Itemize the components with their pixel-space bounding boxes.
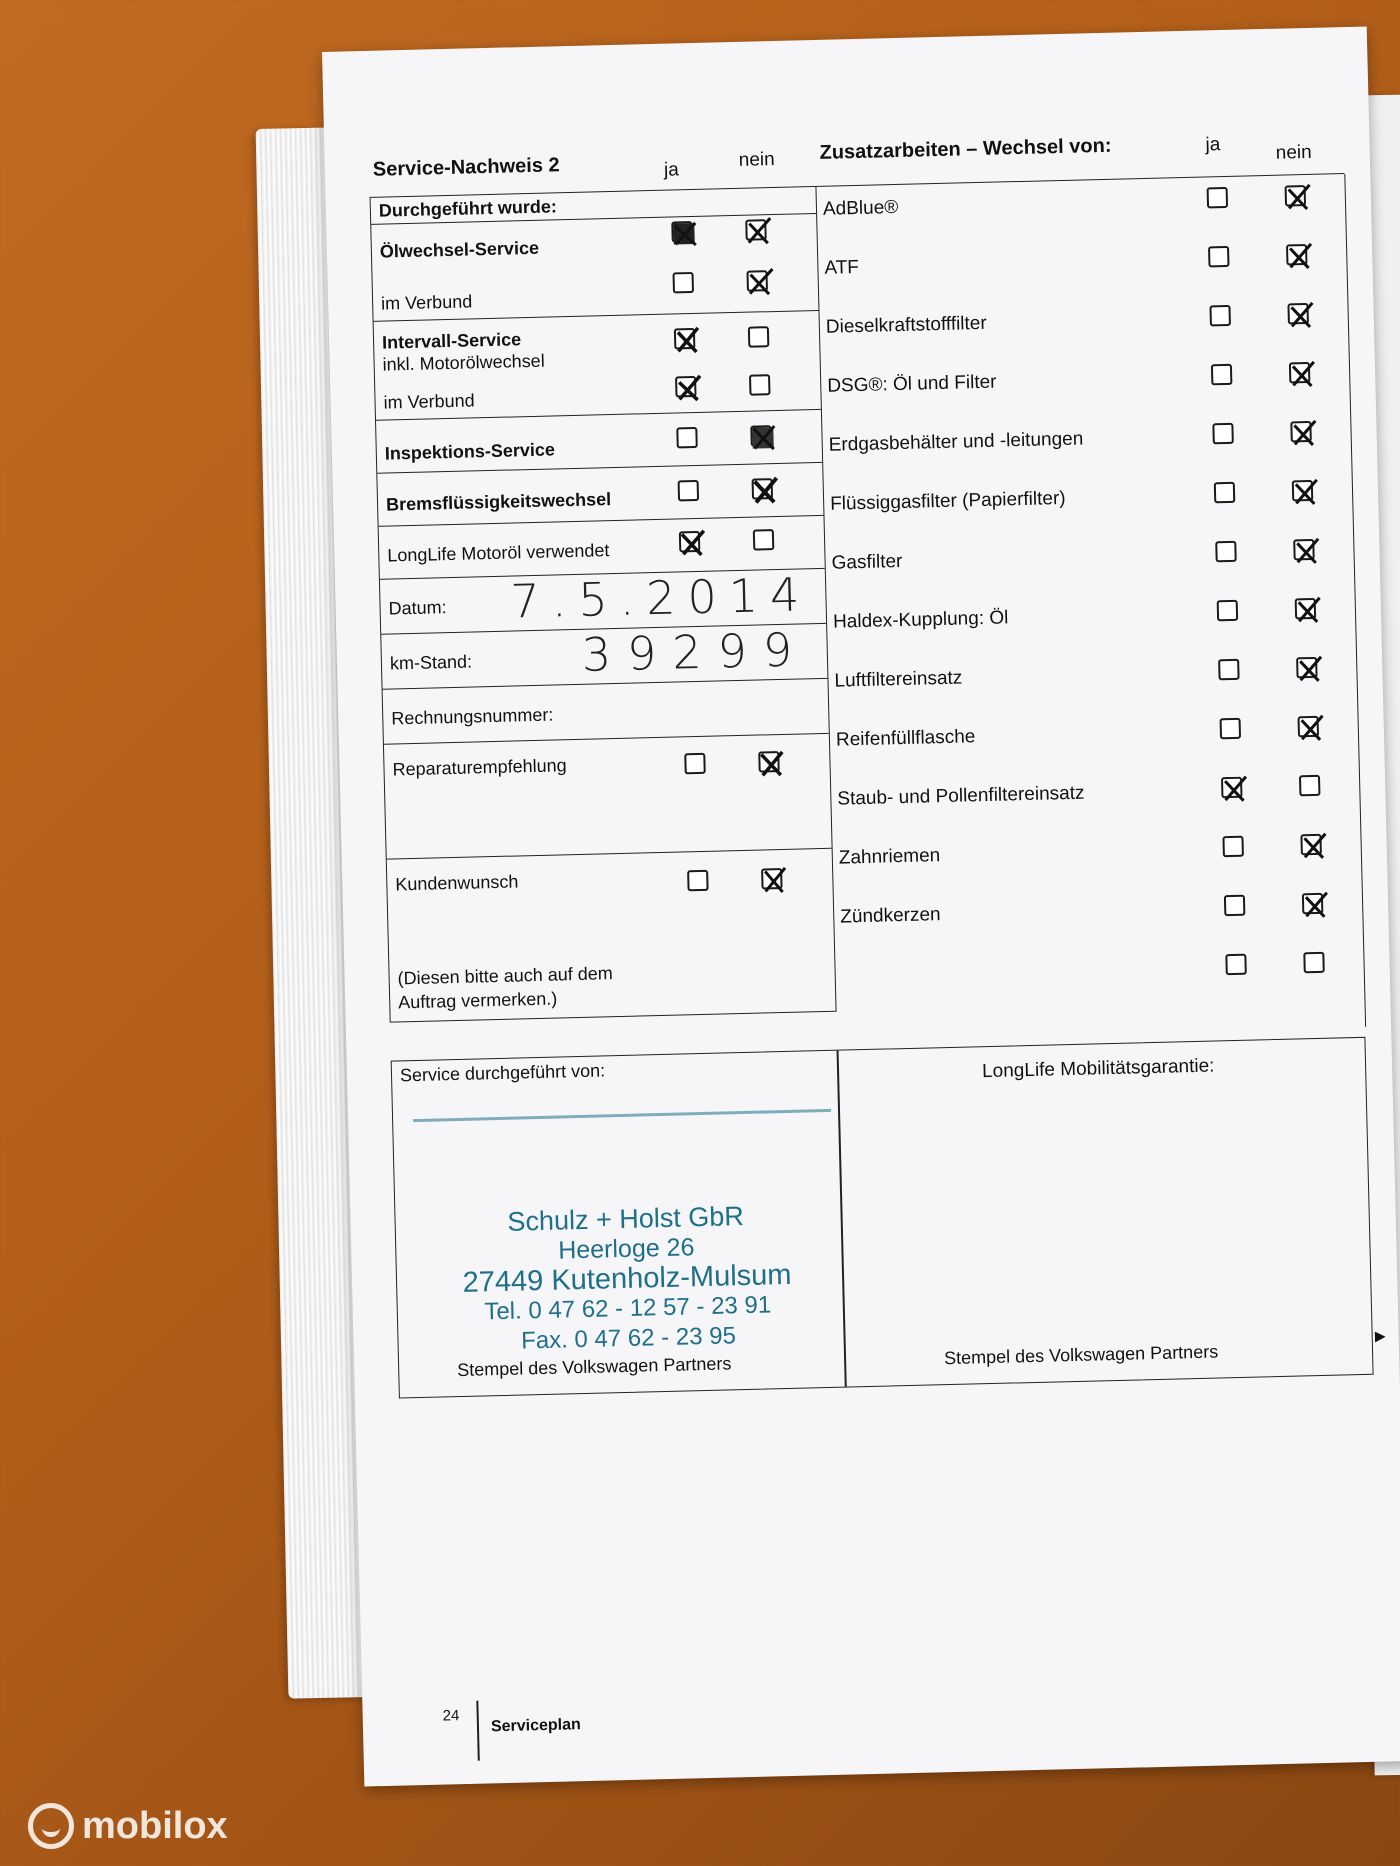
zusatz-nein-checkbox[interactable] bbox=[1299, 775, 1321, 797]
zusatz-ja-checkbox[interactable] bbox=[1218, 659, 1240, 681]
datum-handwritten-value: 7.5.2014 bbox=[509, 567, 812, 629]
zusatz-row bbox=[833, 941, 1365, 1040]
mobility-guarantee-label: LongLife Mobilitätsgarantie: bbox=[981, 1055, 1215, 1083]
section-name: Serviceplan bbox=[490, 1716, 581, 1736]
intervall-label: Intervall-Service bbox=[381, 329, 522, 353]
oelwechsel-verbund-ja-checkbox[interactable] bbox=[672, 272, 694, 294]
zusatz-label: AdBlue® bbox=[822, 196, 899, 220]
mobilox-watermark bbox=[28, 1803, 228, 1849]
partner-stamp bbox=[425, 1199, 829, 1359]
reparaturempfehlung-label: Reparaturempfehlung bbox=[392, 755, 567, 780]
booklet-page bbox=[322, 26, 1400, 1786]
zusatz-nein-checkbox[interactable] bbox=[1289, 362, 1311, 384]
right-title: Zusatzarbeiten – Wechsel von: bbox=[819, 134, 1112, 164]
kundenwunsch-note-line1: (Diesen bitte auch auf dem bbox=[397, 963, 613, 989]
zusatz-ja-checkbox[interactable] bbox=[1207, 187, 1229, 209]
zusatz-ja-checkbox[interactable] bbox=[1214, 482, 1236, 504]
row-reparatur bbox=[384, 734, 832, 860]
zusatz-nein-checkbox[interactable] bbox=[1287, 303, 1309, 325]
service-by-label: Service durchgeführt von: bbox=[399, 1060, 606, 1086]
zusatzarbeiten-list bbox=[814, 174, 1365, 1040]
zusatz-nein-checkbox[interactable] bbox=[1298, 716, 1320, 738]
zusatz-ja-checkbox[interactable] bbox=[1208, 246, 1230, 268]
zusatz-nein-checkbox[interactable] bbox=[1302, 893, 1324, 915]
bremsfluessigkeit-ja-checkbox[interactable] bbox=[678, 480, 700, 502]
continue-arrow-icon: ▶ bbox=[1374, 1327, 1386, 1344]
row-oelwechsel bbox=[371, 214, 818, 322]
im-verbund-label: im Verbund bbox=[380, 291, 473, 314]
longlife-label: LongLife Motoröl verwendet bbox=[387, 540, 610, 566]
stamp-divider bbox=[837, 1051, 847, 1387]
page-number: 24 bbox=[442, 1707, 460, 1725]
left-nein-header: nein bbox=[738, 148, 775, 171]
zusatz-ja-checkbox[interactable] bbox=[1224, 895, 1246, 917]
stamp-city: 27449 Kutenholz-Mulsum bbox=[462, 1258, 792, 1299]
zusatz-label: Zahnriemen bbox=[838, 845, 941, 869]
zusatz-label: Staub- und Pollenfiltereinsatz bbox=[837, 782, 1085, 810]
intervall-ja-checkbox[interactable] bbox=[674, 328, 696, 350]
zusatz-ja-checkbox[interactable] bbox=[1215, 541, 1237, 563]
zusatz-nein-checkbox[interactable] bbox=[1303, 952, 1325, 974]
left-title: Service-Nachweis 2 bbox=[372, 154, 560, 181]
zusatz-label: DSG®: Öl und Filter bbox=[827, 371, 997, 397]
zusatz-label: Flüssiggasfilter (Papierfilter) bbox=[829, 487, 1066, 515]
zusatz-label: Zündkerzen bbox=[840, 904, 941, 928]
oelwechsel-nein-checkbox[interactable] bbox=[745, 219, 767, 241]
row-kundenwunsch bbox=[387, 849, 836, 1023]
intervall-sub-label: inkl. Motorölwechsel bbox=[382, 350, 545, 375]
bremsfluessigkeit-label: Bremsflüssigkeitswechsel bbox=[385, 489, 612, 515]
zusatz-label: Luftfiltereinsatz bbox=[834, 667, 963, 692]
kundenwunsch-note-line2: Auftrag vermerken.) bbox=[397, 988, 558, 1013]
kundenwunsch-ja-checkbox[interactable] bbox=[687, 870, 709, 892]
stamp-caption-right: Stempel des Volkswagen Partners bbox=[943, 1341, 1219, 1369]
zusatz-nein-checkbox[interactable] bbox=[1292, 480, 1314, 502]
inspektion-nein-checkbox[interactable] bbox=[750, 425, 772, 447]
stamp-phone: Tel. 0 47 62 - 12 57 - 23 91 bbox=[484, 1291, 772, 1326]
rechnungsnummer-label: Rechnungsnummer: bbox=[391, 704, 554, 729]
zusatz-label: Gasfilter bbox=[831, 550, 903, 574]
right-nein-header: nein bbox=[1275, 141, 1312, 164]
zusatz-label: Erdgasbehälter und -leitungen bbox=[828, 428, 1084, 456]
oelwechsel-verbund-nein-checkbox[interactable] bbox=[746, 270, 768, 292]
left-ja-header: ja bbox=[663, 159, 680, 181]
zusatz-nein-checkbox[interactable] bbox=[1296, 657, 1318, 679]
zusatz-label: Haldex-Kupplung: Öl bbox=[832, 607, 1009, 633]
footer-divider bbox=[476, 1701, 479, 1761]
service-form bbox=[368, 119, 1386, 1736]
intervall-verbund-nein-checkbox[interactable] bbox=[749, 374, 771, 396]
durchgefuehrt-label: Durchgeführt wurde: bbox=[378, 196, 558, 221]
zusatz-ja-checkbox[interactable] bbox=[1220, 718, 1242, 740]
zusatz-label: Reifenfüllflasche bbox=[835, 726, 976, 751]
stamp-street: Heerloge 26 bbox=[557, 1233, 695, 1265]
stamp-caption-left: Stempel des Volkswagen Partners bbox=[456, 1353, 732, 1381]
left-column bbox=[370, 187, 837, 1023]
zusatz-label: Dieselkraftstofffilter bbox=[825, 312, 987, 338]
reparatur-nein-checkbox[interactable] bbox=[758, 751, 780, 773]
watermark-text: mobilox bbox=[82, 1804, 228, 1847]
stamp-fax: Fax. 0 47 62 - 23 95 bbox=[520, 1322, 737, 1355]
row-intervall bbox=[374, 311, 821, 421]
zusatz-nein-checkbox[interactable] bbox=[1290, 421, 1312, 443]
zusatz-ja-checkbox[interactable] bbox=[1225, 954, 1247, 976]
bremsfluessigkeit-nein-checkbox[interactable] bbox=[752, 478, 774, 500]
zusatz-ja-checkbox[interactable] bbox=[1209, 305, 1231, 327]
mobilox-logo-icon bbox=[28, 1803, 74, 1849]
km-stand-handwritten-value: 39299 bbox=[581, 622, 809, 682]
inspektion-label: Inspektions-Service bbox=[384, 439, 556, 464]
right-column bbox=[814, 174, 1366, 1040]
longlife-nein-checkbox[interactable] bbox=[753, 529, 775, 551]
oelwechsel-label: Ölwechsel-Service bbox=[379, 237, 540, 262]
zusatz-ja-checkbox[interactable] bbox=[1222, 836, 1244, 858]
stamp-section bbox=[391, 1037, 1386, 1399]
zusatz-ja-checkbox[interactable] bbox=[1217, 600, 1239, 622]
reparatur-ja-checkbox[interactable] bbox=[684, 753, 706, 775]
zusatz-ja-checkbox[interactable] bbox=[1221, 777, 1243, 799]
zusatz-ja-checkbox[interactable] bbox=[1212, 423, 1234, 445]
inspektion-ja-checkbox[interactable] bbox=[676, 427, 698, 449]
zusatz-nein-checkbox[interactable] bbox=[1300, 834, 1322, 856]
zusatz-ja-checkbox[interactable] bbox=[1211, 364, 1233, 386]
datum-label: Datum: bbox=[388, 597, 447, 619]
intervall-nein-checkbox[interactable] bbox=[748, 326, 770, 348]
oelwechsel-ja-checkbox[interactable] bbox=[671, 221, 693, 243]
zusatz-label: ATF bbox=[824, 256, 860, 279]
im-verbund-2-label: im Verbund bbox=[383, 390, 475, 413]
zusatz-nein-checkbox[interactable] bbox=[1285, 185, 1307, 207]
zusatz-nein-checkbox[interactable] bbox=[1293, 539, 1315, 561]
stamp-top-line bbox=[413, 1109, 831, 1136]
right-ja-header: ja bbox=[1205, 134, 1221, 156]
zusatz-nein-checkbox[interactable] bbox=[1286, 244, 1308, 266]
stamp-company: Schulz + Holst GbR bbox=[507, 1201, 745, 1237]
kundenwunsch-nein-checkbox[interactable] bbox=[761, 868, 783, 890]
longlife-ja-checkbox[interactable] bbox=[679, 531, 701, 553]
intervall-verbund-ja-checkbox[interactable] bbox=[675, 376, 697, 398]
zusatz-nein-checkbox[interactable] bbox=[1295, 598, 1317, 620]
km-stand-label: km-Stand: bbox=[389, 651, 473, 674]
kundenwunsch-label: Kundenwunsch bbox=[395, 871, 519, 895]
